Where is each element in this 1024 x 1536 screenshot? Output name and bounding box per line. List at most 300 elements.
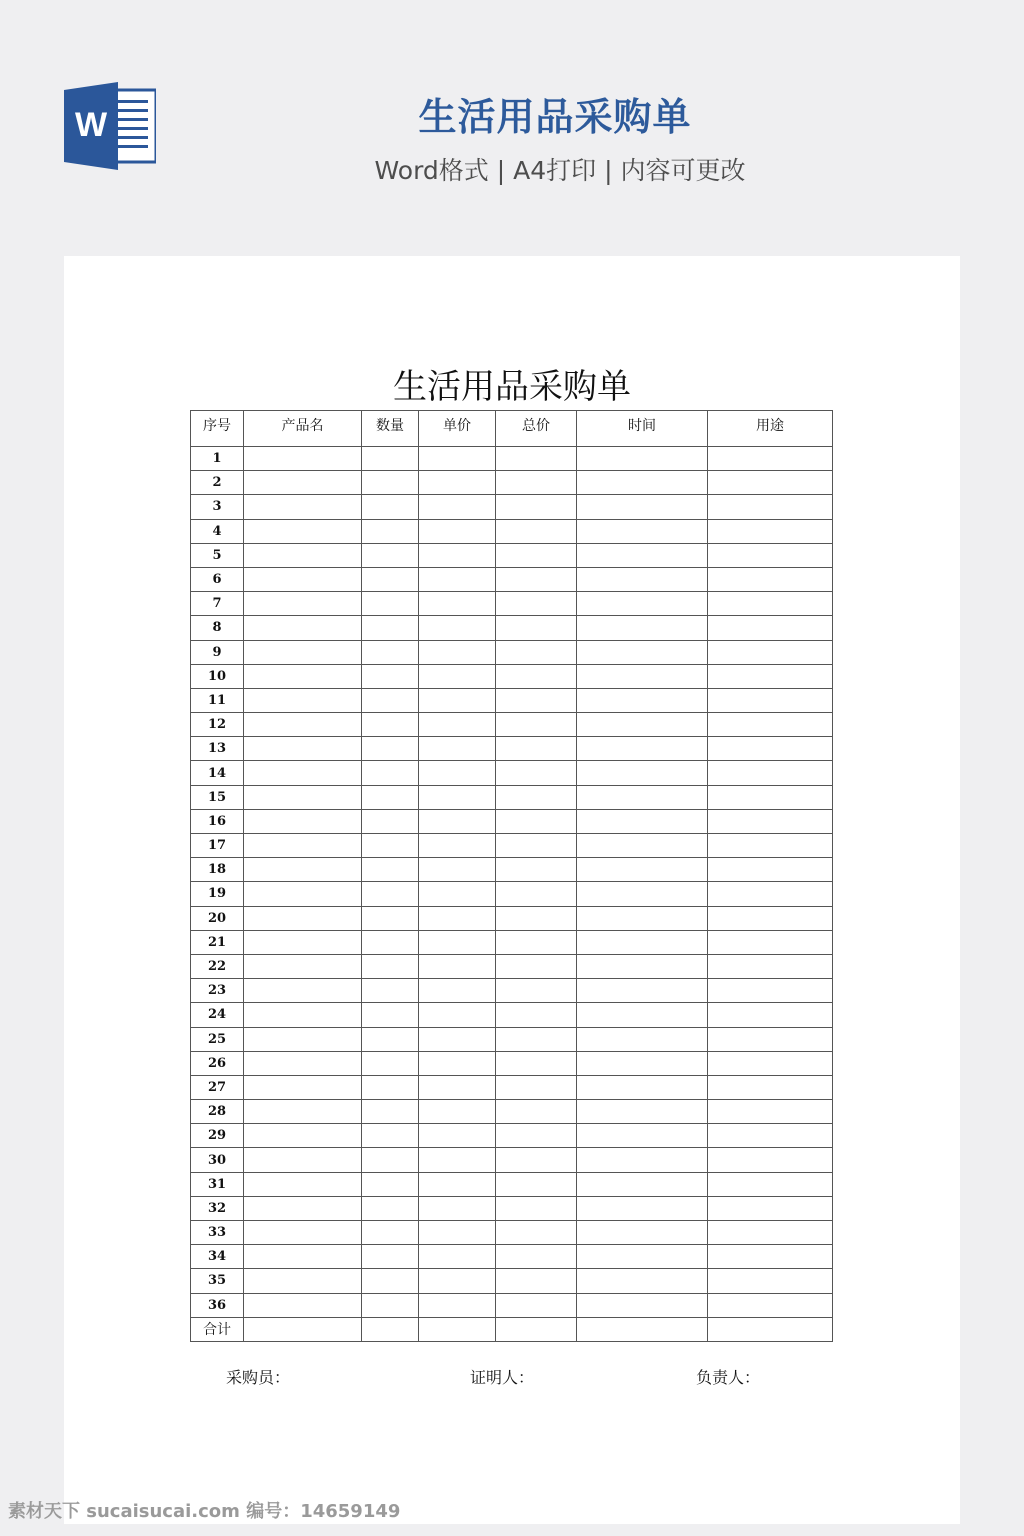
row-number: 17 [191,834,244,858]
empty-cell[interactable] [362,930,419,954]
empty-cell[interactable] [362,1148,419,1172]
empty-cell[interactable] [708,1124,833,1148]
empty-cell[interactable] [362,1269,419,1293]
empty-cell[interactable] [496,930,577,954]
table-row [191,1003,833,1027]
row-number: 11 [191,688,244,712]
table-row [191,979,833,1003]
empty-cell[interactable] [496,1245,577,1269]
empty-cell[interactable] [708,713,833,737]
empty-cell[interactable] [496,1027,577,1051]
table-row [191,1075,833,1099]
empty-cell[interactable] [496,688,577,712]
empty-cell[interactable] [362,834,419,858]
empty-cell[interactable] [496,592,577,616]
empty-cell[interactable] [577,809,708,833]
row-number: 33 [191,1221,244,1245]
empty-cell[interactable] [244,1148,362,1172]
empty-cell[interactable] [496,1221,577,1245]
header-cell: 时间 [577,411,708,447]
empty-cell[interactable] [419,737,496,761]
empty-cell[interactable] [708,1269,833,1293]
empty-cell[interactable] [244,954,362,978]
empty-cell[interactable] [244,1027,362,1051]
empty-cell[interactable] [419,761,496,785]
empty-cell[interactable] [577,1221,708,1245]
empty-cell[interactable] [577,1293,708,1317]
empty-cell[interactable] [362,1221,419,1245]
row-number: 35 [191,1269,244,1293]
row-number: 22 [191,954,244,978]
table-row [191,713,833,737]
empty-cell[interactable] [244,1269,362,1293]
row-number: 7 [191,592,244,616]
empty-cell[interactable] [419,447,496,471]
empty-cell[interactable] [708,1221,833,1245]
empty-cell[interactable] [419,688,496,712]
empty-cell[interactable] [419,785,496,809]
row-number: 27 [191,1075,244,1099]
empty-cell[interactable] [419,592,496,616]
empty-cell[interactable] [708,1003,833,1027]
table-row [191,592,833,616]
header-cell: 用途 [708,411,833,447]
empty-cell[interactable] [244,471,362,495]
empty-cell[interactable] [708,567,833,591]
empty-cell[interactable] [708,1317,833,1341]
empty-cell[interactable] [244,713,362,737]
row-number: 32 [191,1196,244,1220]
empty-cell[interactable] [362,737,419,761]
table-row [191,906,833,930]
empty-cell[interactable] [496,761,577,785]
row-number: 9 [191,640,244,664]
header-cell: 数量 [362,411,419,447]
empty-cell[interactable] [577,1245,708,1269]
empty-cell[interactable] [577,1172,708,1196]
row-number: 20 [191,906,244,930]
empty-cell[interactable] [577,567,708,591]
empty-cell[interactable] [577,737,708,761]
empty-cell[interactable] [362,519,419,543]
empty-cell[interactable] [708,954,833,978]
table-row [191,930,833,954]
empty-cell[interactable] [708,930,833,954]
empty-cell[interactable] [419,519,496,543]
empty-cell[interactable] [244,809,362,833]
empty-cell[interactable] [577,1148,708,1172]
empty-cell[interactable] [362,1051,419,1075]
empty-cell[interactable] [496,1003,577,1027]
empty-cell[interactable] [362,858,419,882]
empty-cell[interactable] [244,567,362,591]
empty-cell[interactable] [244,906,362,930]
banner-title: 生活用品采购单 [418,95,692,139]
empty-cell[interactable] [244,882,362,906]
empty-cell[interactable] [419,858,496,882]
table-row [191,834,833,858]
empty-cell[interactable] [496,834,577,858]
empty-cell[interactable] [496,471,577,495]
empty-cell[interactable] [244,543,362,567]
table-row [191,519,833,543]
table-row [191,495,833,519]
empty-cell[interactable] [708,834,833,858]
empty-cell[interactable] [419,1148,496,1172]
header-cell: 序号 [191,411,244,447]
empty-cell[interactable] [244,495,362,519]
empty-cell[interactable] [362,543,419,567]
empty-cell[interactable] [419,1100,496,1124]
table-row [191,737,833,761]
empty-cell[interactable] [419,1293,496,1317]
row-number: 34 [191,1245,244,1269]
empty-cell[interactable] [362,1075,419,1099]
row-number: 4 [191,519,244,543]
empty-cell[interactable] [496,447,577,471]
empty-cell[interactable] [577,1269,708,1293]
word-logo-icon [64,82,156,170]
empty-cell[interactable] [419,1221,496,1245]
empty-cell[interactable] [496,737,577,761]
empty-cell[interactable] [577,1075,708,1099]
empty-cell[interactable] [708,640,833,664]
empty-cell[interactable] [419,1317,496,1341]
empty-cell[interactable] [244,1051,362,1075]
empty-cell[interactable] [244,1221,362,1245]
empty-cell[interactable] [496,1075,577,1099]
table-row [191,1269,833,1293]
document-title: 生活用品采购单 [393,367,631,407]
table-row [191,858,833,882]
empty-cell[interactable] [244,1075,362,1099]
empty-cell[interactable] [708,447,833,471]
empty-cell[interactable] [419,954,496,978]
empty-cell[interactable] [496,1317,577,1341]
row-number: 13 [191,737,244,761]
row-number: 8 [191,616,244,640]
empty-cell[interactable] [577,785,708,809]
empty-cell[interactable] [708,858,833,882]
empty-cell[interactable] [577,1051,708,1075]
empty-cell[interactable] [577,979,708,1003]
empty-cell[interactable] [419,1172,496,1196]
empty-cell[interactable] [496,1269,577,1293]
empty-cell[interactable] [496,882,577,906]
row-number: 30 [191,1148,244,1172]
header-cell: 单价 [419,411,496,447]
empty-cell[interactable] [419,664,496,688]
row-number: 19 [191,882,244,906]
empty-cell[interactable] [496,1196,577,1220]
empty-cell[interactable] [419,543,496,567]
row-number: 36 [191,1293,244,1317]
empty-cell[interactable] [244,1172,362,1196]
empty-cell[interactable] [362,979,419,1003]
empty-cell[interactable] [708,1027,833,1051]
empty-cell[interactable] [362,1196,419,1220]
table-row [191,882,833,906]
empty-cell[interactable] [577,882,708,906]
empty-cell[interactable] [362,447,419,471]
row-number: 12 [191,713,244,737]
watermark: 素材天下 sucaisucai.com 编号：14659149 [8,1501,401,1522]
signature-manager: 负责人： [696,1368,761,1387]
empty-cell[interactable] [577,713,708,737]
empty-cell[interactable] [419,471,496,495]
row-number: 3 [191,495,244,519]
table-row [191,1245,833,1269]
empty-cell[interactable] [419,834,496,858]
empty-cell[interactable] [362,1100,419,1124]
empty-cell[interactable] [362,1027,419,1051]
empty-cell[interactable] [419,1075,496,1099]
total-row [191,1317,833,1341]
empty-cell[interactable] [708,882,833,906]
banner-subtitle: Word格式 | A4打印 | 内容可更改 [374,156,746,185]
empty-cell[interactable] [362,1317,419,1341]
row-number: 1 [191,447,244,471]
empty-cell[interactable] [244,834,362,858]
empty-cell[interactable] [496,495,577,519]
empty-cell[interactable] [577,930,708,954]
table-row [191,761,833,785]
table-row [191,664,833,688]
empty-cell[interactable] [244,858,362,882]
empty-cell[interactable] [496,1100,577,1124]
empty-cell[interactable] [362,1172,419,1196]
row-number: 24 [191,1003,244,1027]
empty-cell[interactable] [244,616,362,640]
empty-cell[interactable] [577,592,708,616]
empty-cell[interactable] [244,1317,362,1341]
table-row [191,640,833,664]
empty-cell[interactable] [577,640,708,664]
empty-cell[interactable] [577,471,708,495]
empty-cell[interactable] [708,737,833,761]
row-number: 28 [191,1100,244,1124]
empty-cell[interactable] [244,592,362,616]
empty-cell[interactable] [577,447,708,471]
row-number: 29 [191,1124,244,1148]
empty-cell[interactable] [244,1245,362,1269]
table-row [191,688,833,712]
empty-cell[interactable] [244,761,362,785]
empty-cell[interactable] [577,688,708,712]
empty-cell[interactable] [708,1293,833,1317]
empty-cell[interactable] [708,664,833,688]
empty-cell[interactable] [244,688,362,712]
empty-cell[interactable] [496,1172,577,1196]
empty-cell[interactable] [496,809,577,833]
table-row [191,1172,833,1196]
empty-cell[interactable] [708,543,833,567]
empty-cell[interactable] [708,1075,833,1099]
empty-cell[interactable] [708,616,833,640]
empty-cell[interactable] [577,1124,708,1148]
empty-cell[interactable] [496,906,577,930]
empty-cell[interactable] [496,640,577,664]
empty-cell[interactable] [244,930,362,954]
empty-cell[interactable] [577,834,708,858]
table-row [191,1051,833,1075]
empty-cell[interactable] [577,1317,708,1341]
empty-cell[interactable] [362,688,419,712]
empty-cell[interactable] [419,567,496,591]
empty-cell[interactable] [496,543,577,567]
signature-witness: 证明人： [470,1368,535,1387]
empty-cell[interactable] [244,1293,362,1317]
empty-cell[interactable] [362,664,419,688]
purchase-table [190,410,833,1342]
empty-cell[interactable] [708,1148,833,1172]
table-row [191,471,833,495]
empty-cell[interactable] [362,640,419,664]
empty-cell[interactable] [577,1003,708,1027]
empty-cell[interactable] [362,954,419,978]
empty-cell[interactable] [362,567,419,591]
empty-cell[interactable] [496,979,577,1003]
empty-cell[interactable] [708,1245,833,1269]
empty-cell[interactable] [244,979,362,1003]
empty-cell[interactable] [708,1100,833,1124]
empty-cell[interactable] [244,519,362,543]
empty-cell[interactable] [362,713,419,737]
empty-cell[interactable] [244,1100,362,1124]
empty-cell[interactable] [708,809,833,833]
empty-cell[interactable] [577,1027,708,1051]
row-number: 5 [191,543,244,567]
row-number: 2 [191,471,244,495]
empty-cell[interactable] [496,785,577,809]
empty-cell[interactable] [577,906,708,930]
empty-cell[interactable] [419,713,496,737]
table-row [191,1221,833,1245]
empty-cell[interactable] [419,1051,496,1075]
empty-cell[interactable] [362,1245,419,1269]
empty-cell[interactable] [496,616,577,640]
empty-cell[interactable] [496,1293,577,1317]
empty-cell[interactable] [419,1245,496,1269]
empty-cell[interactable] [708,471,833,495]
empty-cell[interactable] [496,1124,577,1148]
empty-cell[interactable] [419,979,496,1003]
empty-cell[interactable] [708,761,833,785]
table-row [191,567,833,591]
empty-cell[interactable] [362,785,419,809]
empty-cell[interactable] [244,1196,362,1220]
empty-cell[interactable] [362,761,419,785]
empty-cell[interactable] [244,785,362,809]
table-row [191,543,833,567]
empty-cell[interactable] [577,1100,708,1124]
row-number: 26 [191,1051,244,1075]
empty-cell[interactable] [496,664,577,688]
empty-cell[interactable] [419,495,496,519]
empty-cell[interactable] [496,954,577,978]
empty-cell[interactable] [708,1172,833,1196]
table-row [191,447,833,471]
empty-cell[interactable] [496,567,577,591]
empty-cell[interactable] [419,1003,496,1027]
empty-cell[interactable] [577,761,708,785]
table-header-row [191,411,833,447]
empty-cell[interactable] [708,495,833,519]
empty-cell[interactable] [419,1196,496,1220]
empty-cell[interactable] [708,906,833,930]
table-row [191,1027,833,1051]
empty-cell[interactable] [362,471,419,495]
empty-cell[interactable] [362,882,419,906]
empty-cell[interactable] [496,519,577,543]
empty-cell[interactable] [708,1051,833,1075]
table-row [191,1100,833,1124]
empty-cell[interactable] [577,543,708,567]
empty-cell[interactable] [496,858,577,882]
empty-cell[interactable] [708,1196,833,1220]
empty-cell[interactable] [419,616,496,640]
empty-cell[interactable] [419,906,496,930]
empty-cell[interactable] [577,495,708,519]
empty-cell[interactable] [362,1293,419,1317]
row-number: 14 [191,761,244,785]
empty-cell[interactable] [419,640,496,664]
row-number: 23 [191,979,244,1003]
empty-cell[interactable] [419,1027,496,1051]
row-number: 6 [191,567,244,591]
table-row [191,954,833,978]
empty-cell[interactable] [708,979,833,1003]
empty-cell[interactable] [419,930,496,954]
empty-cell[interactable] [577,1196,708,1220]
empty-cell[interactable] [244,447,362,471]
empty-cell[interactable] [496,1148,577,1172]
empty-cell[interactable] [708,592,833,616]
empty-cell[interactable] [244,1124,362,1148]
empty-cell[interactable] [362,495,419,519]
empty-cell[interactable] [419,1124,496,1148]
empty-cell[interactable] [577,664,708,688]
row-number: 16 [191,809,244,833]
empty-cell[interactable] [496,713,577,737]
empty-cell[interactable] [577,616,708,640]
empty-cell[interactable] [244,737,362,761]
row-number: 18 [191,858,244,882]
empty-cell[interactable] [577,954,708,978]
empty-cell[interactable] [419,882,496,906]
empty-cell[interactable] [362,809,419,833]
empty-cell[interactable] [244,1003,362,1027]
empty-cell[interactable] [362,1124,419,1148]
empty-cell[interactable] [496,1051,577,1075]
empty-cell[interactable] [244,664,362,688]
empty-cell[interactable] [362,616,419,640]
empty-cell[interactable] [708,519,833,543]
empty-cell[interactable] [708,688,833,712]
empty-cell[interactable] [362,1003,419,1027]
empty-cell[interactable] [362,592,419,616]
table-row [191,1124,833,1148]
empty-cell[interactable] [362,906,419,930]
empty-cell[interactable] [577,858,708,882]
row-number: 10 [191,664,244,688]
empty-cell[interactable] [577,519,708,543]
table-row [191,1148,833,1172]
empty-cell[interactable] [708,785,833,809]
empty-cell[interactable] [419,1269,496,1293]
empty-cell[interactable] [244,640,362,664]
empty-cell[interactable] [419,809,496,833]
